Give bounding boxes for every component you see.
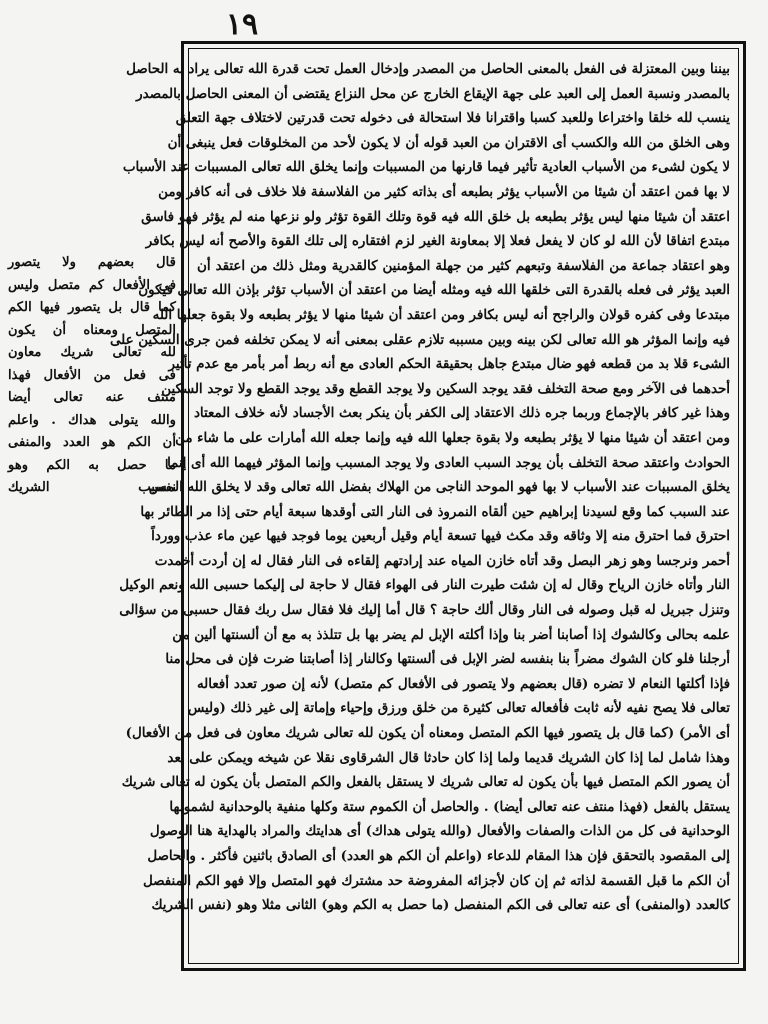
margin-note-line: منتف عنه تعالى أيضا [8, 390, 176, 405]
text-line: عند السبب كما وقع لسيدنا إبراهيم حين ألقاه النمروذ فى النار التى أوقدها سبعة أيام حتى إذا مر الطائر بها [140, 503, 730, 520]
text-line: يخلق المسببات عند الأسباب لا بها فهو الموحد الناجى من الهلاك بفضل الله تعالى وقد لا يخلق الله المسبب [138, 479, 730, 496]
margin-note-line: والله يتولى هداك . واعلم [8, 412, 176, 428]
page-number: ١٩ [225, 7, 259, 42]
text-frame-inner [109, 48, 739, 964]
text-line: احترق فما احترق منه إلا وثاقه وقد مكث فيها تسعة أيام وقيل أربعين يوما فوجد فيها عين ماء عذب وورداً [151, 528, 730, 545]
margin-note-line: ما حصل به الكم وهو [8, 457, 176, 473]
text-line: كالعدد (والمنفى) أى عنه تعالى فى الكم المنفصل (ما حصل به الكم وهو) الثانى مثلا وهو (نفس الشريك [151, 897, 730, 914]
text-line: أى الأمر) (كما قال بل يتصور فيها الكم المتصل ومعناه أن يكون لله تعالى شريك معاون فى فعل من الأفعال) [125, 725, 730, 742]
margin-note-line: لله تعالى شريك معاون [8, 345, 176, 360]
main-text-block [109, 57, 730, 957]
text-line: يستقل بالفعل (فهذا منتف عنه تعالى أيضا) . والحاصل أن الكموم ستة وكلها منفية بالوحدانية لشمولها [169, 798, 730, 815]
margin-note-line: كما قال بل يتصور فيها الكم [8, 300, 176, 315]
text-line: ومن اعتقد أن شيئا منها لا يؤثر بطبعه ولا بقوة جعلها الله فيه وإنما جعله الله أمارات على ما شاء من [175, 429, 730, 446]
text-line: أن الكم ما قبل القسمة لذاته ثم إن كان لأجزائه المفروضة حد مشترك فهو المتصل وإلا فهو الكم المنفصل [143, 872, 730, 889]
text-line: وهذا غير كافر بالإجماع وربما جره ذلك الاعتقاد إلى الكفر بأن ينكر بعث الأجساد لأنه خلاف المعتاد [193, 405, 730, 422]
text-line: الشىء قلا بد من قطعه فهو ضال مبتدع جاهل بحقيقة الحكم العادى مع أنه ربط أمر بأمر مع عدم تأثير [168, 356, 730, 373]
text-line: أن يصور الكم المتصل فيها بأن يكون له تعالى شريك لا يستقل بالفعل والكم المتصل بأن يكون له تعالى شريك [121, 774, 730, 791]
text-line: الوحدانية فى كل من الذات والصفات والأفعال (والله يتولى هداك) أى هدايتك والمراد بالهداية هنا الوصول [149, 823, 730, 840]
text-line: ينسب لله خلقا واختراعا وللعبد كسبا واقترانا فلا استحالة فى دخوله تحت قدرتين لاختلاف جهة التعلق [175, 110, 730, 127]
margin-note-line: قال بعضهم ولا يتصور [8, 255, 176, 270]
margin-note-line: فى فعل من الأفعال فهذا [8, 367, 176, 383]
text-line: مبتدع اتفاقا لأن الله لو كان لا يفعل فعلا إلا بمعاونة الغير لزم افتقاره إلى تلك القوة والأصح أنه ليس بكافر [145, 233, 730, 250]
margin-note-line: نفس الشريك [8, 480, 176, 495]
margin-note-line: فى الأفعال كم متصل وليس [8, 277, 176, 293]
text-line: بيننا وبين المعتزلة فى الفعل بالمعنى الحاصل من المصدر وإدخال العمل تحت قدرة الله تعالى يراد به الحاصل [126, 61, 730, 77]
text-line: بالمصدر ونسبة العمل إلى العبد على جهة الإيقاع الخارج عن محل النزاع يقتضى أن المعنى الحاصل بالمصدر [136, 85, 730, 102]
text-line: أرجلنا فلو كان الشوك مضراً بنا بنفسه لضر الإبل فى ألسنتها وكالنار إذا أصابتنا ضرت فإن فى محل منا [165, 651, 730, 668]
text-line: اعتقد أن شيئا منها ليس يؤثر بطبعه بل خلق الله فيه قوة وتلك القوة تؤثر ولو نزعها منه لم يؤثر فهو فاسق [141, 208, 730, 225]
margin-note-line: أن الكم هو العدد والمنفى [8, 435, 176, 450]
text-line: العبد يؤثر فى فعله بالقدرة التى خلقها الله فيه ومثله أيضا من اعتقد أن الأسباب تؤثر بإذن الله تعالى فيكون [138, 282, 730, 299]
text-line: الحوادث واعتقد صحة التخلف بأن يوجد السبب العادى ولا يوجد المسبب وإنما المؤثر فيهما الله أى إنما [167, 454, 730, 471]
text-line: وتنزل جبريل له قبل وصوله فى النار وقال ألك حاجة ؟ قال أما إليك فلا فقال سل ربك فقال حسبى من سؤالى [119, 602, 730, 619]
text-line: إلى المقصود بالتحقق فإن هذا المقام للدعاء (واعلم أن الكم هو العدد) أى الصادق باثنين فأكثر . والحاصل [147, 848, 730, 864]
text-line: مبتدعا وفى كفره قولان والراجح أنه ليس بكافر ومن اعتقد أن شيئا منها لا يؤثر بطبعه ولا بقوة جعلها الله [152, 306, 730, 323]
text-line: فإذا أكلتها النعام لا تضره (قال بعضهم ولا يتصور فى الأفعال كم متصل) لأنه إن صور تعدد أفعاله [197, 675, 730, 692]
text-line: لا بها فمن اعتقد أن شيئا من الأسباب يؤثر بطبعه أى بذاته كثير من الفلاسفة فلا خلاف فى أنه كافر ومن [158, 183, 730, 200]
text-line: لا يكون لشىء من الأسباب العادية تأثير فيما قارنها من المسببات وإنما يخلق الله تعالى المسببات عند الأسباب [122, 159, 730, 176]
text-line: فيه وإنما المؤثر هو الله تعالى لكن بينه وبين مسببه تلازم عقلى بمعنى أنه لا يمكن تخلفه فمن جرى السكين على [109, 331, 730, 348]
text-line: علمه بحالى وكالشوك إذا أصابنا أضر بنا وإذا أكلته الإبل لم يضر بها بل تتلذذ به مع أن ألسنتها ألين من [172, 626, 730, 643]
text-line: أحدهما فى الآخر ومع صحة التخلف فقد يوجد السكين ولا يوجد القطع وقد يوجد القطع ولا توجد السكين [161, 380, 730, 397]
text-line: وهو اعتقاد جماعة من الفلاسفة وتبعهم كثير من جهلة المؤمنين كالقدرية ومثل ذلك من اعتقد أن [197, 257, 730, 274]
text-line: النار وأتاه خازن الرياح وقال له إن شئت طيرت النار فى الهواء فقال لا حاجة لى إليكما حسبى الله ونعم الوكيل [119, 577, 730, 594]
text-frame [109, 41, 746, 971]
margin-note-line: المتصل ومعناه أن يكون [8, 322, 176, 338]
text-line: تعالى فلا يصح نفيه لأنه ثابت فأفعاله تعالى كثيرة من خلق ورزق وإحياء وإماتة إلى غير ذلك (وليس [187, 700, 730, 717]
text-line: وهى الخلق من الله والكسب أى الاقتران من العبد قوله أن لا يكون لأحد من المخلوقات فعل ينبغى أن [167, 134, 730, 151]
text-line: أحمر ونرجسا وهو زهر البصل وقد أتاه خازن المياه عند إرادتهم إلقاءه فى النار فقال له إن أردت أخمدت [154, 552, 730, 569]
text-line: وهذا شامل لما إذا كان الشريك قديما ولما إذا كان حادثا قال الشرقاوى نقلا عن شيخه ويمكن على بعد [167, 749, 730, 766]
